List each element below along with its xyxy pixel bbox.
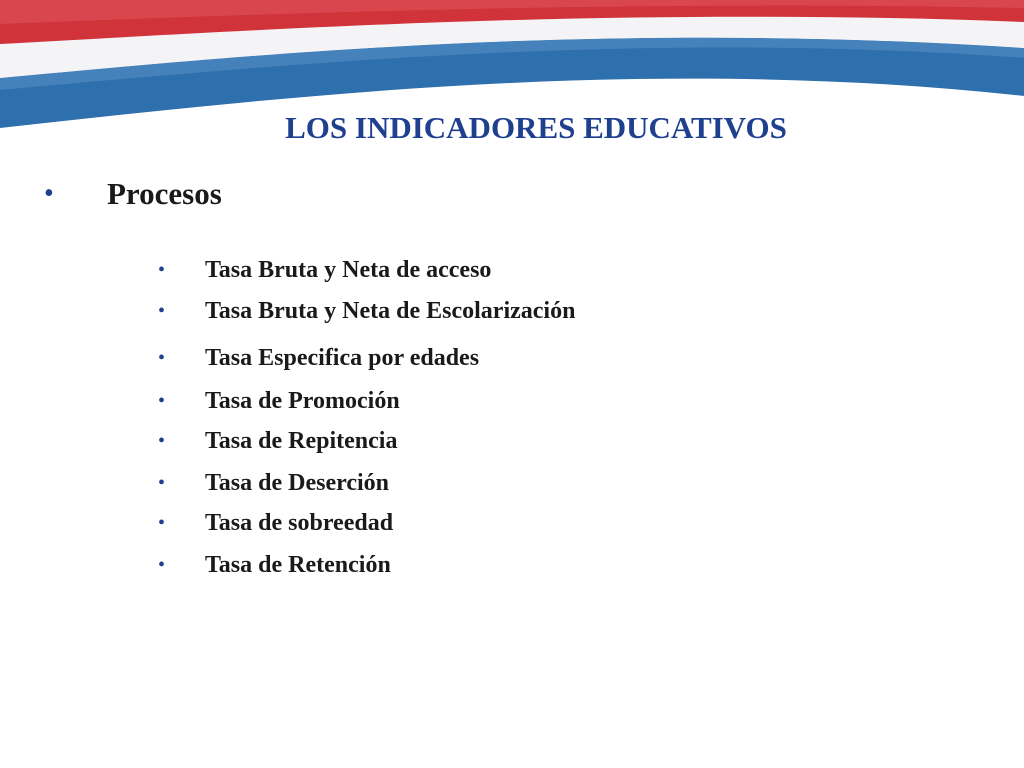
bullet-icon: • (158, 259, 166, 281)
list-item (0, 424, 1024, 458)
list-item-text: Tasa de Retención (205, 552, 391, 578)
list-item (0, 466, 1024, 500)
list-item-text: Tasa de sobreedad (205, 510, 394, 536)
list-item (0, 506, 1024, 540)
section-label: Procesos (107, 176, 222, 211)
section-bullet-procesos (0, 172, 1024, 216)
bullet-icon: • (158, 430, 166, 452)
list-item-text: Tasa Bruta y Neta de Escolarización (205, 298, 576, 324)
list-item (0, 384, 1024, 418)
list-item (0, 253, 1024, 287)
list-item (0, 548, 1024, 582)
bullet-icon: • (158, 347, 166, 369)
bullet-icon: • (158, 390, 166, 412)
bullet-icon: • (44, 178, 54, 209)
bullet-icon: • (158, 512, 166, 534)
list-item-text: Tasa Bruta y Neta de acceso (205, 257, 492, 283)
list-item-text: Tasa de Repitencia (205, 428, 398, 454)
list-item-text: Tasa Especifica por edades (205, 345, 480, 371)
bullet-icon: • (158, 472, 166, 494)
list-item (0, 341, 1024, 375)
list-item-text: Tasa de Promoción (205, 388, 400, 414)
bullet-icon: • (158, 300, 166, 322)
list-item-text: Tasa de Deserción (205, 470, 390, 496)
list-item (0, 294, 1024, 328)
slide-title: LOS INDICADORES EDUCATIVOS (285, 110, 787, 145)
bullet-icon: • (158, 554, 166, 576)
